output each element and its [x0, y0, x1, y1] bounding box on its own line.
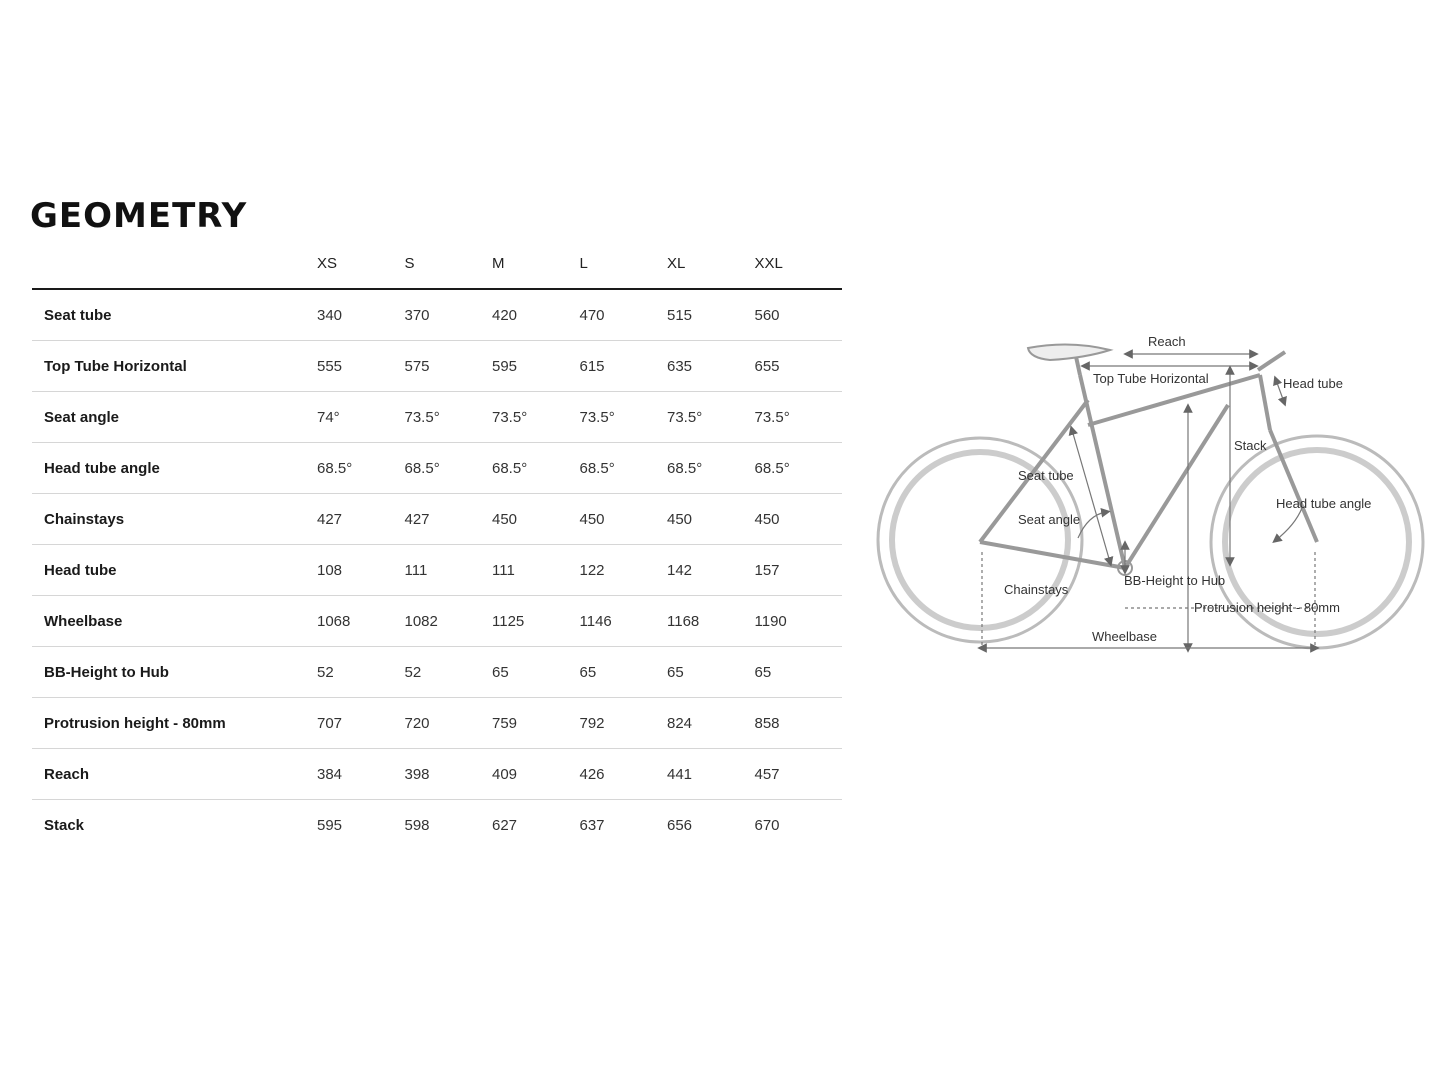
row-value-xs: 555: [317, 357, 343, 375]
size-header-m: M: [492, 254, 505, 272]
table-row: [32, 647, 842, 698]
size-header-s: S: [404, 254, 415, 272]
size-header-xl: XL: [667, 254, 686, 272]
row-value-l: 470: [579, 306, 605, 324]
row-value-xxl: 858: [754, 714, 780, 732]
row-value-xl: 656: [667, 816, 693, 834]
row-value-l: 450: [579, 510, 605, 528]
row-value-s: 598: [404, 816, 430, 834]
row-value-s: 398: [404, 765, 430, 783]
row-label: Seat angle: [44, 408, 120, 426]
table-header-row: [32, 238, 842, 290]
size-header-l: L: [579, 254, 588, 272]
row-value-m: 759: [492, 714, 518, 732]
row-value-l: 73.5°: [579, 408, 615, 426]
table-row: [32, 749, 842, 800]
row-value-xl: 450: [667, 510, 693, 528]
size-header-xs: XS: [317, 254, 338, 272]
size-header-xxl: XXL: [754, 254, 783, 272]
row-value-xl: 65: [667, 663, 684, 681]
row-value-xxl: 1190: [754, 612, 787, 630]
row-label: BB-Height to Hub: [44, 663, 169, 681]
row-value-s: 73.5°: [404, 408, 440, 426]
label-stack: Stack: [1234, 438, 1267, 453]
row-value-l: 122: [579, 561, 605, 579]
row-value-xs: 427: [317, 510, 343, 528]
row-value-xxl: 560: [754, 306, 780, 324]
row-label: Seat tube: [44, 306, 112, 324]
row-value-m: 409: [492, 765, 518, 783]
page-title: GEOMETRY: [30, 196, 248, 236]
row-value-xs: 340: [317, 306, 343, 324]
geometry-table: [32, 238, 842, 850]
row-value-xl: 824: [667, 714, 693, 732]
row-value-xxl: 450: [754, 510, 780, 528]
row-value-xl: 635: [667, 357, 693, 375]
row-value-l: 637: [579, 816, 605, 834]
row-value-xl: 441: [667, 765, 693, 783]
row-value-xl: 73.5°: [667, 408, 703, 426]
row-label: Chainstays: [44, 510, 125, 528]
row-value-m: 450: [492, 510, 518, 528]
row-value-xxl: 457: [754, 765, 780, 783]
row-value-l: 1146: [579, 612, 612, 630]
row-label: Head tube: [44, 561, 117, 579]
row-value-xxl: 157: [754, 561, 780, 579]
row-value-xxl: 670: [754, 816, 780, 834]
row-value-m: 111: [492, 561, 515, 579]
label-head-tube: Head tube: [1283, 376, 1343, 391]
row-value-s: 427: [404, 510, 430, 528]
row-value-xs: 108: [317, 561, 343, 579]
row-value-xxl: 73.5°: [754, 408, 790, 426]
row-label: Wheelbase: [44, 612, 123, 630]
table-row: [32, 290, 842, 341]
label-bb-height: BB-Height to Hub: [1124, 573, 1226, 588]
row-value-xl: 68.5°: [667, 459, 703, 477]
row-value-xxl: 65: [754, 663, 772, 681]
row-value-l: 65: [579, 663, 597, 681]
row-value-l: 68.5°: [579, 459, 615, 477]
bike-geometry-diagram: [870, 330, 1430, 670]
saddle: [1028, 344, 1110, 360]
row-label: Head tube angle: [44, 459, 160, 477]
table-row: [32, 494, 842, 545]
label-chainstays: Chainstays: [1004, 582, 1069, 597]
row-value-s: 370: [404, 306, 430, 324]
row-value-l: 426: [579, 765, 605, 783]
row-value-s: 1082: [404, 612, 438, 630]
row-value-l: 615: [579, 357, 605, 375]
table-row: [32, 341, 842, 392]
row-value-m: 65: [492, 663, 509, 681]
table-row: [32, 800, 842, 850]
row-value-xxl: 655: [754, 357, 780, 375]
row-value-xl: 142: [667, 561, 693, 579]
row-label: Reach: [44, 765, 90, 783]
row-value-m: 595: [492, 357, 518, 375]
row-label: Top Tube Horizontal: [44, 357, 187, 375]
row-value-m: 73.5°: [492, 408, 528, 426]
label-head-tube-angle: Head tube angle: [1276, 496, 1372, 511]
label-protrusion: Protrusion height - 80mm: [1194, 600, 1340, 615]
row-value-s: 575: [404, 357, 430, 375]
row-value-xxl: 68.5°: [754, 459, 790, 477]
row-value-xs: 52: [317, 663, 334, 681]
row-value-m: 627: [492, 816, 518, 834]
row-value-xs: 707: [317, 714, 343, 732]
table-row: [32, 392, 842, 443]
row-value-l: 792: [579, 714, 605, 732]
row-value-xs: 74°: [317, 408, 340, 426]
label-seat-angle: Seat angle: [1018, 512, 1081, 527]
row-value-xs: 384: [317, 765, 343, 783]
table-row: [32, 545, 842, 596]
row-label: Protrusion height - 80mm: [44, 714, 226, 732]
label-reach: Reach: [1148, 334, 1186, 349]
row-value-s: 111: [404, 561, 428, 579]
label-top-tube: Top Tube Horizontal: [1093, 371, 1209, 386]
row-value-xl: 1168: [667, 612, 700, 630]
row-value-xl: 515: [667, 306, 693, 324]
row-value-m: 68.5°: [492, 459, 528, 477]
table-row: [32, 443, 842, 494]
row-value-m: 1125: [492, 612, 525, 630]
row-value-xs: 1068: [317, 612, 351, 630]
row-label: Stack: [44, 816, 85, 834]
row-value-xs: 595: [317, 816, 343, 834]
row-value-s: 720: [404, 714, 430, 732]
table-row: [32, 596, 842, 647]
table-body: [32, 290, 842, 850]
table-row: [32, 698, 842, 749]
label-seat-tube: Seat tube: [1018, 468, 1074, 483]
row-value-xs: 68.5°: [317, 459, 353, 477]
row-value-m: 420: [492, 306, 518, 324]
label-wheelbase: Wheelbase: [1092, 629, 1158, 644]
row-value-s: 68.5°: [404, 459, 440, 477]
row-value-s: 52: [404, 663, 422, 681]
